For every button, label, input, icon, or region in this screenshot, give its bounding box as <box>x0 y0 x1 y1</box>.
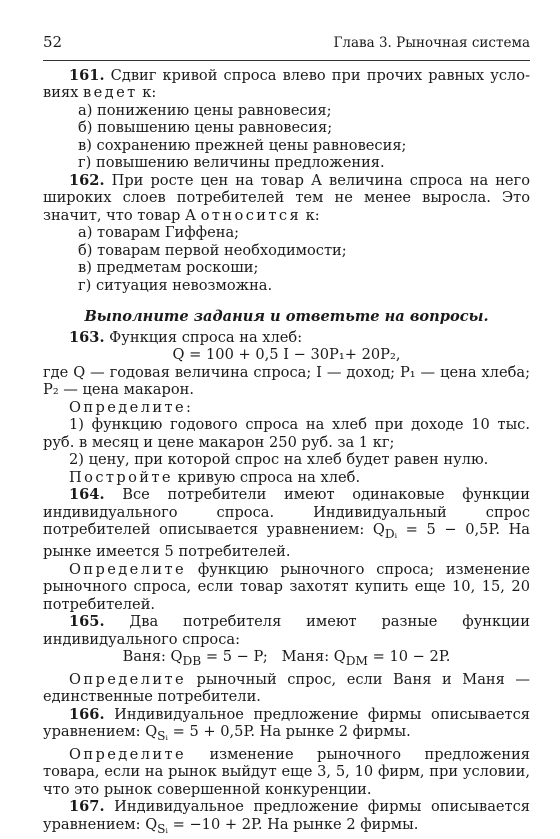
problem-167-text: 167. Индивидуальное предложение фирмы описывается уравнением: $Q_{Sᵢ} = -10 + 2P$. На рынке 2 фирмы. <box>43 798 530 836</box>
demand-equations: Ваня: $Q_{DB} = 5 - P$; Маня: $Q_{DM} = 10 - 2P$. <box>122 648 451 669</box>
task-2: 2) цену, при которой спрос на хлеб будет равен нулю. <box>69 451 489 468</box>
problem-162-text: 162. При росте цен на товар А величина спроса на него широких слоев потребителей тем не менее выросла. Это значит, что товар А относится к: <box>43 171 530 224</box>
running-header <box>43 34 530 53</box>
page-number: 52 <box>43 33 63 51</box>
option-a: а) товарам Гиффена; <box>78 224 240 241</box>
problem-167 <box>43 798 530 838</box>
option-d: г) ситуация невозможна. <box>78 276 273 294</box>
option-b: б) повышению цены равновесия; <box>78 119 333 136</box>
problem-165 <box>43 613 530 705</box>
problem-164-text: 164. Все потребители имеют одинаковые функции индивидуального спроса. Индивидуальный спрос потребителей описывается уравнением: $Q_{Dᵢ} = 5 - 0,5P$. На рынке имеется 5 потребителей. <box>43 486 531 561</box>
problem-161 <box>43 67 530 172</box>
problem-163-text: 163. Функция спроса на хлеб: <box>69 328 303 346</box>
section-title: Выполните задания и ответьте на вопросы. <box>84 308 489 325</box>
option-a: а) понижению цены равновесия; <box>78 101 332 119</box>
problem-165-task: Определите рыночный спрос, если Ваня и Маня — единственные потребители. <box>43 670 530 706</box>
problem-161-text: 161. Сдвиг кривой спроса влево при прочих равных усло- виях ведет к: <box>43 66 530 101</box>
header-rule <box>43 60 530 61</box>
determine-label: Определите: <box>69 398 194 416</box>
build-task: Постройте кривую спроса на хлеб. <box>69 468 361 486</box>
task-1: 1) функцию годового спроса на хлеб при доходе 10 тыс. руб. в месяц и цене макарон 250 руб. за 1 кг; <box>43 416 530 451</box>
problem-164 <box>43 486 530 613</box>
problem-165-text: 165. Два потребителя имеют разные функции индивидуального спроса: <box>43 613 530 648</box>
problem-166-text: 166. Индивидуальное предложение фирмы описывается уравнением: $Q_{Sᵢ} = 5 + 0,5P$. На рынке 2 фирмы. <box>43 705 530 744</box>
problem-166 <box>43 706 530 798</box>
option-c: в) предметам роскоши; <box>78 259 259 276</box>
problem-162 <box>43 172 530 295</box>
formula-legend: где Q — годовая величина спроса; I — доход; P₁ — цена хлеба; P₂ — цена макарон. <box>43 363 530 398</box>
problem-166-task: Определите изменение рыночного предложения товара, если на рынок выйдут еще 3, 5, 10 фирм, при условии, что это рынок совершенной конкуренции. <box>43 745 530 798</box>
problem-163 <box>43 329 530 487</box>
problem-164-task: Определите функцию рыночного спроса; изменение рыночного спроса, если товар захотят купить еще 10, 15, 20 потребителей. <box>43 560 530 613</box>
option-d: г) повышению величины предложения. <box>78 154 385 171</box>
chapter-title: Глава 3. Рыночная система <box>333 35 530 51</box>
option-b: б) товарам первой необходимости; <box>78 241 347 259</box>
option-c: в) сохранению прежней цены равновесия; <box>78 136 407 154</box>
demand-formula: Q = 100 + 0,5 I − 30P₁+ 20P₂, <box>172 346 401 363</box>
